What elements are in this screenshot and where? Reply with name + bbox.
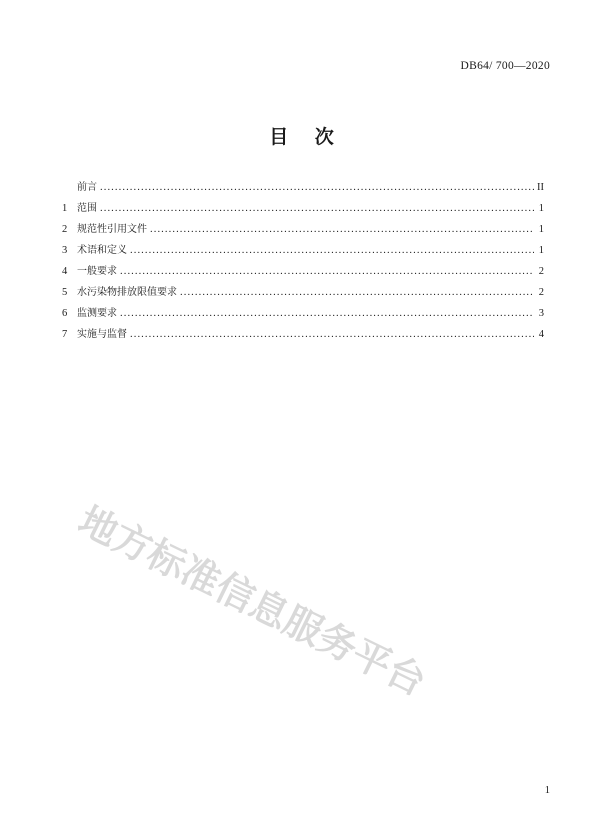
toc-leader-dots [180,287,534,298]
toc-entry[interactable] [62,193,544,214]
toc-page-number: 1 [538,202,544,214]
toc-label: 术语和定义 [77,245,127,256]
toc-number: 3 [62,244,68,256]
toc-page-number: 1 [538,223,544,235]
toc-leader-dots [120,308,534,319]
toc-page-number: 4 [538,328,544,340]
toc-entry[interactable] [62,277,544,298]
toc-entry[interactable] [62,235,544,256]
toc-number: 5 [62,286,68,298]
watermark [71,490,515,740]
toc-number: 7 [62,328,68,340]
toc-label: 一般要求 [77,266,117,277]
toc-number: 6 [62,307,68,319]
watermark-text: 地方标准信息服务平台 [71,498,433,705]
toc-number: 4 [62,265,68,277]
toc-leader-dots [150,224,534,235]
table-of-contents [62,172,544,340]
toc-page-number: 3 [538,307,544,319]
toc-label: 实施与监督 [77,329,127,340]
toc-page-number: 2 [538,265,544,277]
page-title: 目 次 [269,126,344,148]
toc-number: 2 [62,223,68,235]
toc-label: 范围 [77,203,97,214]
toc-entry[interactable] [62,298,544,319]
toc-leader-dots [130,329,534,340]
toc-entry[interactable] [62,319,544,340]
toc-page-number: II [537,181,544,193]
toc-leader-dots [120,266,534,277]
standard-code: DB64/ 700—2020 [460,60,550,72]
toc-leader-dots [100,182,534,193]
toc-entry[interactable] [62,214,544,235]
toc-label: 监测要求 [77,308,117,319]
toc-label: 水污染物排放限值要求 [77,287,177,298]
toc-entry[interactable] [62,256,544,277]
toc-label: 规范性引用文件 [77,224,147,235]
toc-number: 1 [62,202,68,214]
toc-page-number: 1 [538,244,544,256]
toc-entry[interactable] [62,172,544,193]
toc-leader-dots [100,203,534,214]
toc-leader-dots [130,245,534,256]
footer-page-number: 1 [544,785,550,796]
toc-label: 前言 [77,182,97,193]
toc-page-number: 2 [538,286,544,298]
